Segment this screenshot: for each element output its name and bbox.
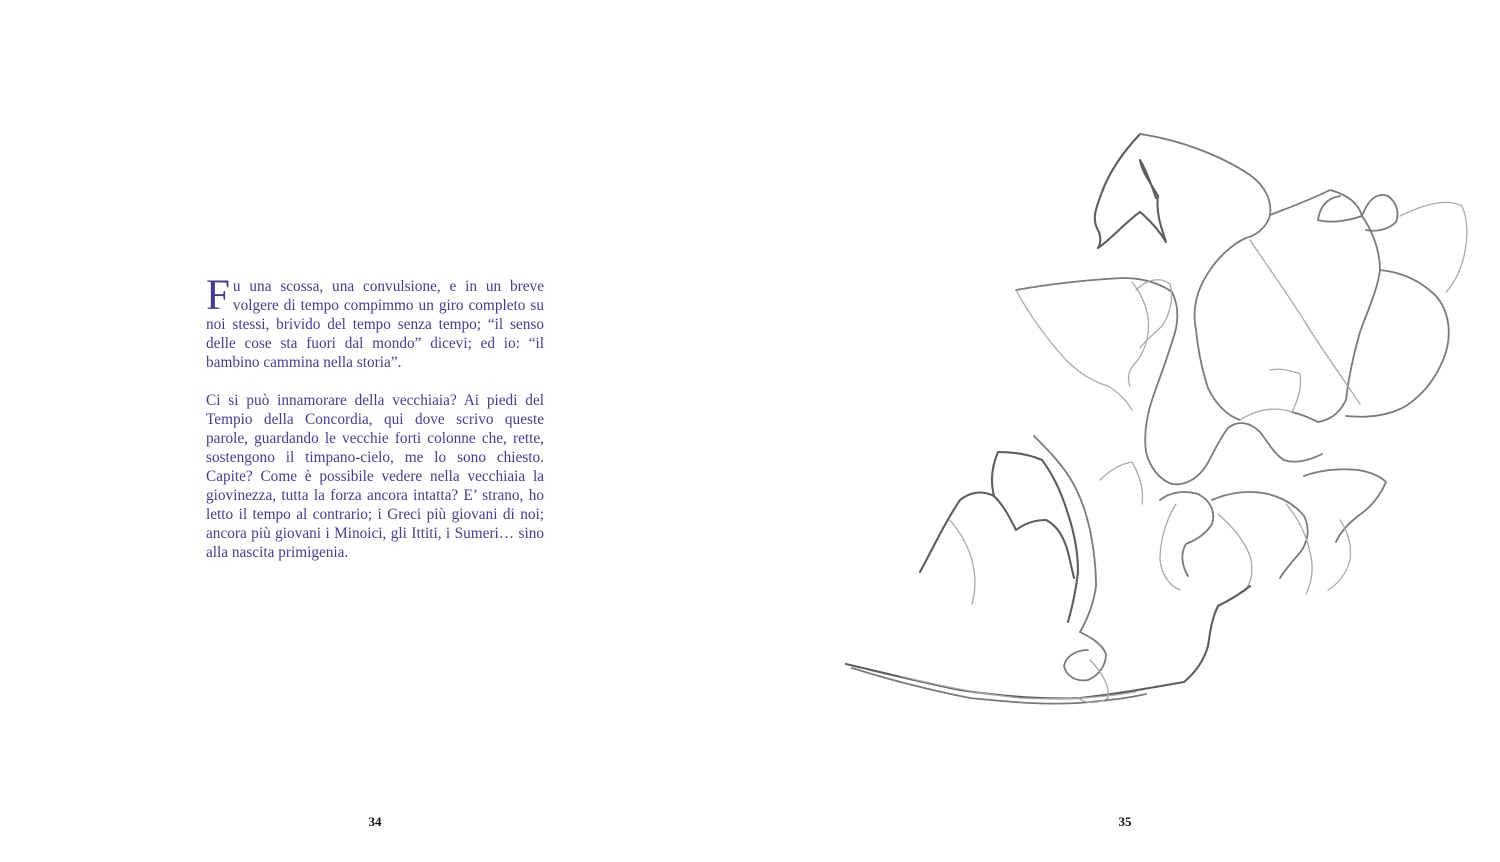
drawing-stroke-11 — [1250, 240, 1360, 404]
drawing-stroke-1 — [1095, 134, 1166, 248]
drawing-stroke-21 — [920, 493, 1074, 578]
drawing-stroke-24 — [950, 520, 975, 604]
drawing-stroke-19 — [1286, 504, 1312, 594]
drawing-stroke-15 — [1212, 492, 1308, 578]
page-number-right: 35 — [1118, 814, 1132, 829]
drawing-stroke-20 — [1328, 520, 1351, 590]
paragraph-1-text: u una scossa, una convulsione, e in un breve volgere di tempo compimmo un giro completo su noi stessi, brivido del tempo senza tempo; “il senso delle cose sta fuori dal mondo” dicevi; ed io: “il bambino cammina nella storia”. — [206, 278, 544, 371]
paragraph-1 — [206, 272, 544, 372]
drop-cap: F — [206, 272, 230, 319]
drawing-stroke-23 — [1034, 436, 1096, 632]
page-number-left: 34 — [368, 814, 382, 829]
drawing-stroke-14 — [1160, 492, 1213, 576]
drawing-stroke-16 — [1304, 469, 1386, 542]
drawing-stroke-9 — [1016, 290, 1132, 410]
drawing-stroke-8 — [1016, 278, 1322, 484]
body-text — [206, 272, 544, 562]
right-page — [750, 0, 1500, 862]
drawing-stroke-27 — [846, 586, 1250, 699]
paragraph-2-text: Ci si può innamorare della vecchiaia? Ai piedi del Tempio della Concordia, qui dove scrivo queste parole, guardando le vecchie forti colonne che, rette, sostengono il timpano-cielo, me lo sono chiesto. Capite? Come è possibile vedere nella vecchiaia la giovinezza, tutta la forza ancora intatta? E’ strano, ho letto il tempo al contrario; i Greci più giovani di noi; ancora più giovani i Minoici, gli Ittiti, i Sumeri… sino alla nascita primigenia. — [206, 392, 544, 561]
pencil-drawing-illustration — [840, 120, 1480, 720]
drawing-stroke-18 — [1218, 514, 1252, 592]
drawing-stroke-13 — [1136, 280, 1172, 348]
paragraph-2 — [206, 391, 544, 562]
drawing-stroke-25 — [1100, 462, 1143, 504]
drawing-stroke-22 — [992, 452, 1078, 622]
drawing-stroke-7 — [1346, 270, 1449, 417]
drawing-stroke-17 — [1160, 504, 1180, 590]
drawing-stroke-26 — [1064, 632, 1106, 680]
drawing-stroke-12 — [1240, 369, 1301, 420]
drawing-stroke-10 — [1128, 282, 1148, 386]
drawing-stroke-4 — [1292, 216, 1380, 422]
drawing-stroke-3 — [1270, 190, 1362, 222]
